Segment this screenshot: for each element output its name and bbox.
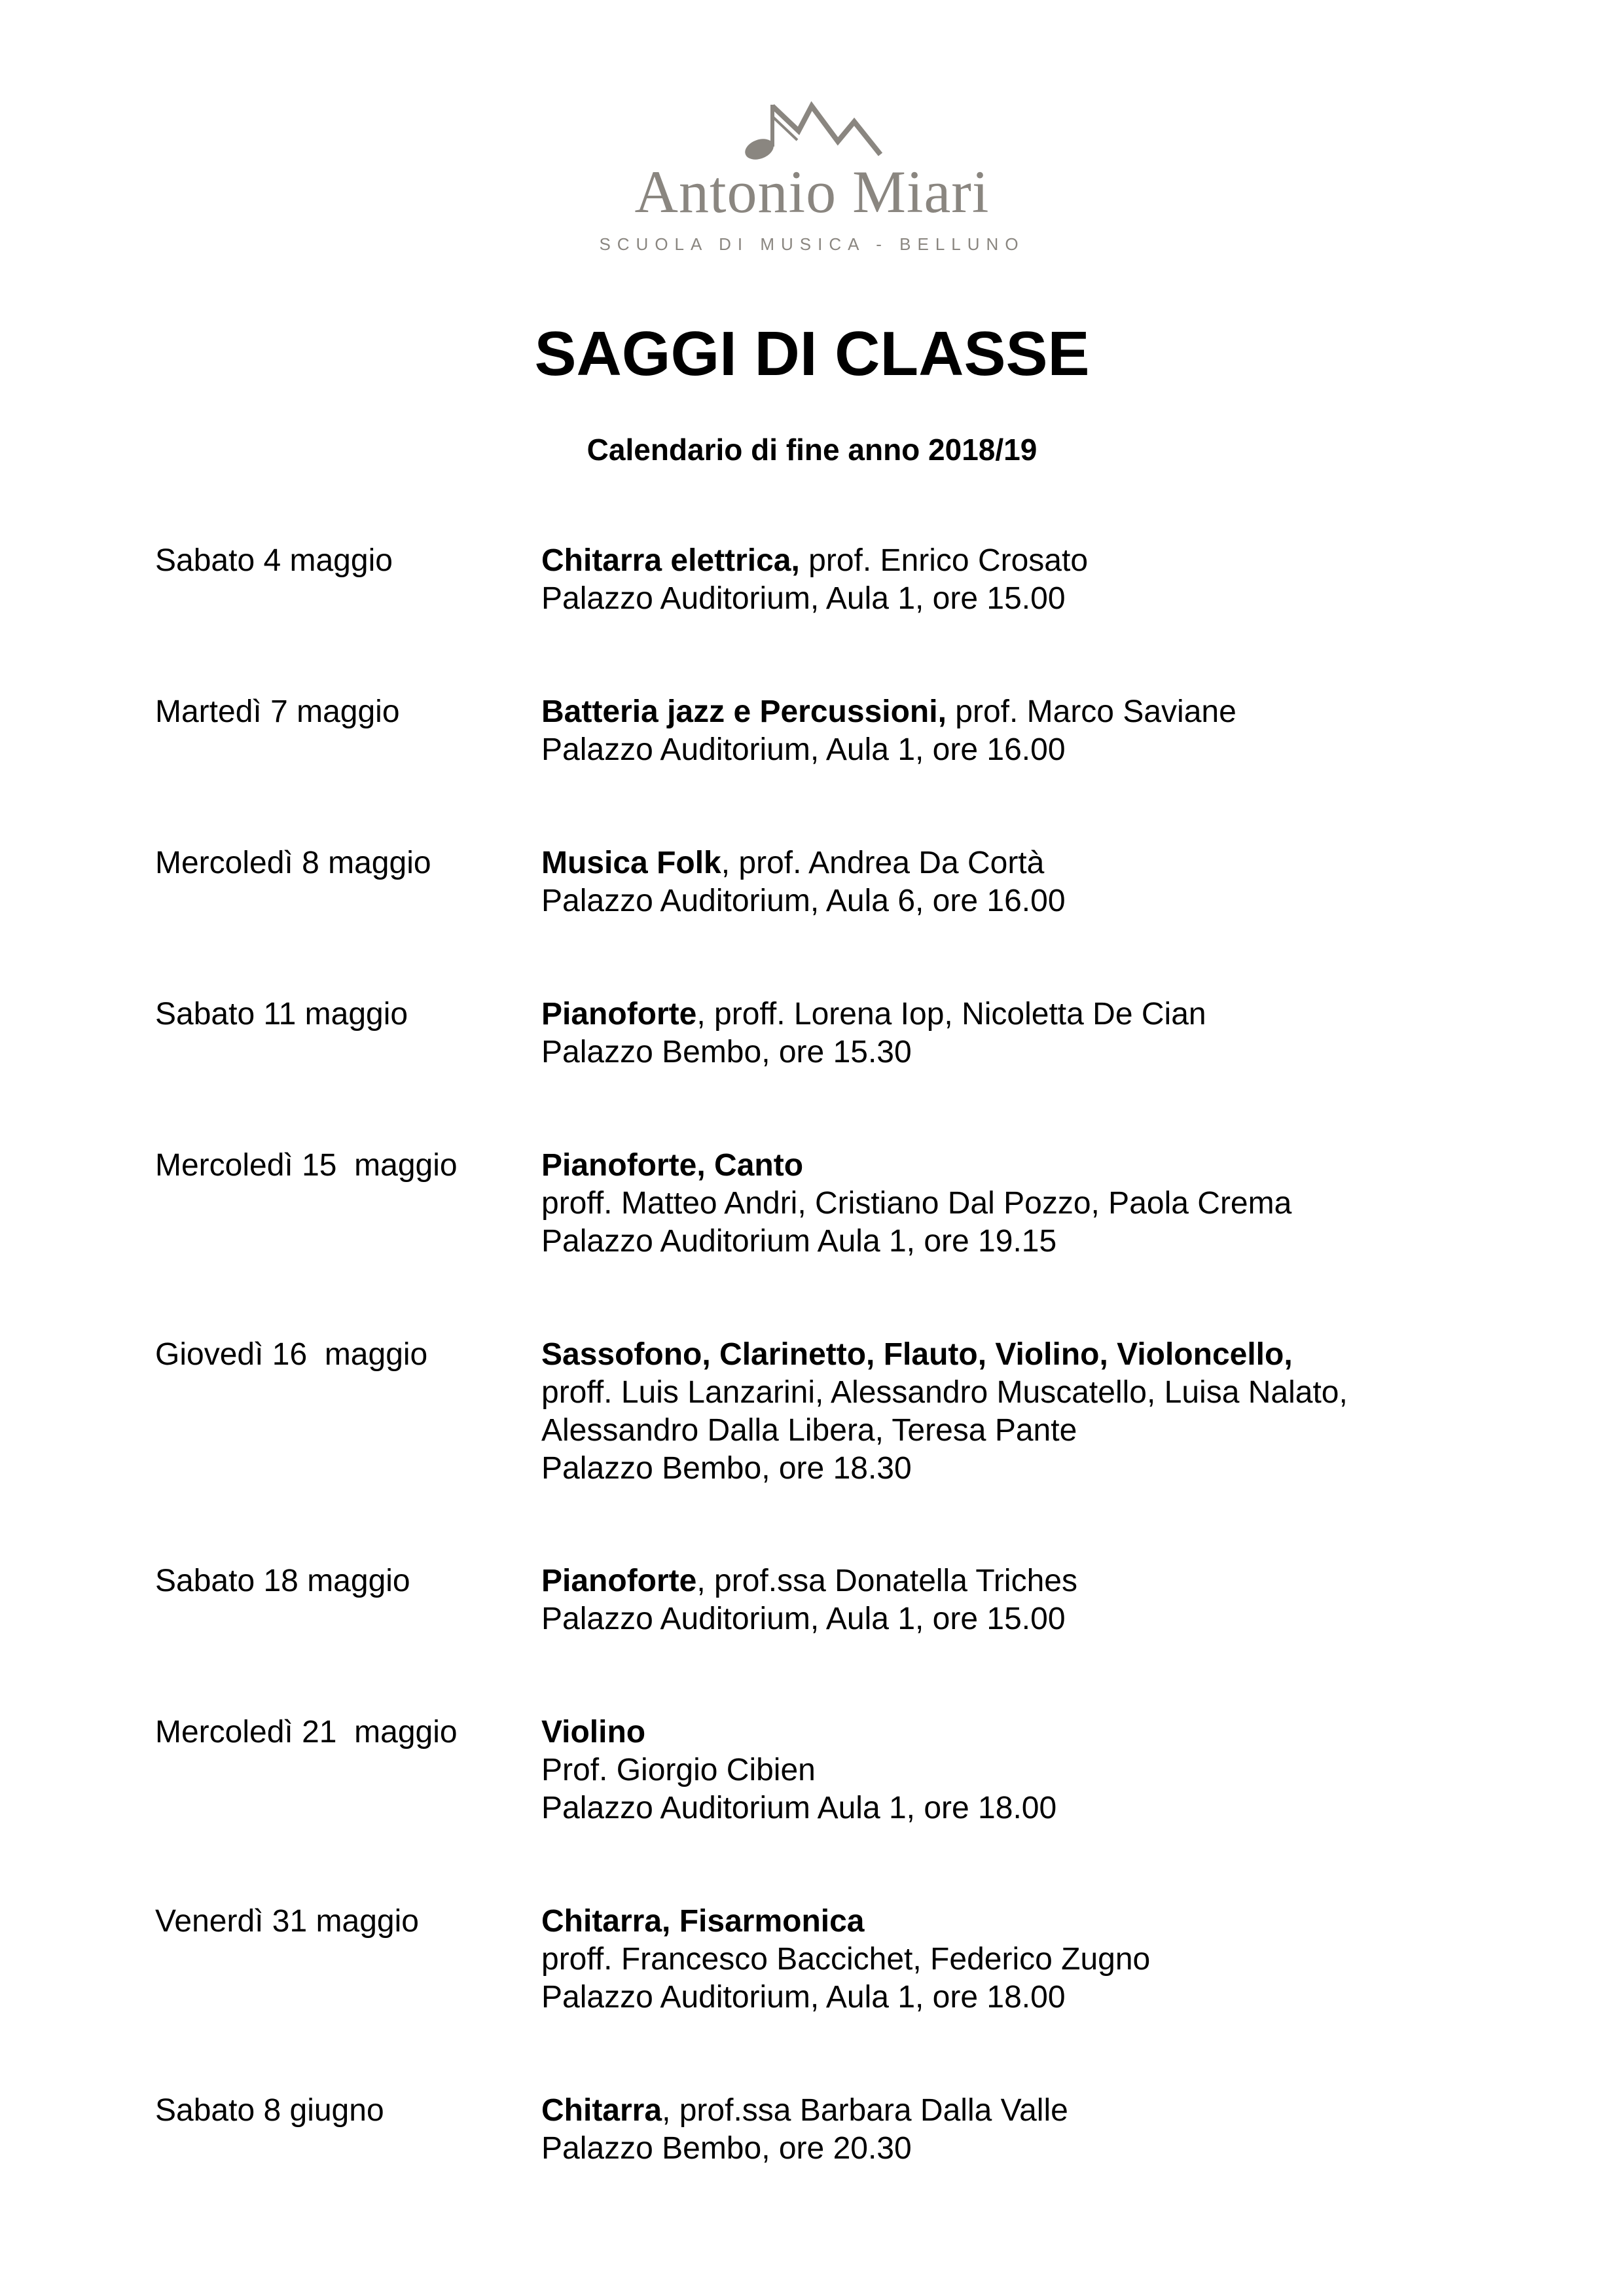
page-title: SAGGI DI CLASSE (534, 319, 1090, 389)
event-date: Sabato 8 giugno (155, 2093, 384, 2128)
event-date: Sabato 11 maggio (155, 997, 408, 1031)
event-subject: Chitarra elettrica, (541, 543, 800, 578)
event-line: Palazzo Auditorium, Aula 1, ore 15.00 (541, 1602, 1066, 1636)
logo-name: Antonio Miari (634, 158, 990, 225)
event-details (541, 996, 1510, 1071)
event-line: Palazzo Auditorium Aula 1, ore 19.15 (541, 1224, 1057, 1259)
event-teacher: prof. Enrico Crosato (799, 543, 1089, 578)
music-note-mountains-icon (733, 92, 890, 164)
event-subject: Sassofono, Clarinetto, Flauto, Violino, Violoncello, (541, 1337, 1293, 1372)
event-line: Palazzo Bembo, ore 20.30 (541, 2131, 912, 2166)
event-subject: Pianoforte, Canto (541, 1148, 804, 1183)
event-details (541, 542, 1510, 618)
school-logo (0, 85, 1624, 268)
event-details (541, 1713, 1510, 1827)
event-teacher: , prof.ssa Barbara Dalla Valle (662, 2093, 1068, 2128)
event-subject: Musica Folk (541, 846, 721, 880)
event-date: Venerdì 31 maggio (155, 1904, 419, 1939)
event-details (541, 693, 1510, 769)
event-date: Mercoledì 8 maggio (155, 846, 431, 880)
event-line: Palazzo Auditorium, Aula 1, ore 18.00 (541, 1980, 1066, 2015)
event-line: Palazzo Bembo, ore 15.30 (541, 1035, 912, 1069)
event-line: proff. Matteo Andri, Cristiano Dal Pozzo, Paola Crema (541, 1186, 1292, 1221)
event-subject: Pianoforte (541, 997, 697, 1031)
event-date: Mercoledì 21 maggio (155, 1715, 458, 1749)
event-line: proff. Luis Lanzarini, Alessandro Muscatello, Luisa Nalato, (541, 1375, 1348, 1410)
event-subject: Chitarra (541, 2093, 662, 2128)
event-subject: Pianoforte (541, 1564, 697, 1598)
event-line: Prof. Giorgio Cibien (541, 1753, 816, 1787)
logo-subtitle: SCUOLA DI MUSICA - BELLUNO (599, 234, 1025, 254)
event-teacher: , prof.ssa Donatella Triches (696, 1564, 1077, 1598)
event-line: Alessandro Dalla Libera, Teresa Pante (541, 1413, 1077, 1448)
event-date: Mercoledì 15 maggio (155, 1148, 458, 1183)
event-date: Martedì 7 maggio (155, 694, 400, 729)
event-details (541, 844, 1510, 920)
event-line: Palazzo Bembo, ore 18.30 (541, 1451, 912, 1486)
event-line: Palazzo Auditorium, Aula 1, ore 16.00 (541, 732, 1066, 767)
event-date: Giovedì 16 maggio (155, 1337, 428, 1372)
event-details (541, 2092, 1510, 2168)
event-details (541, 1562, 1510, 1638)
event-details (541, 1903, 1510, 2017)
event-date: Sabato 18 maggio (155, 1564, 410, 1598)
event-line: proff. Francesco Baccichet, Federico Zugno (541, 1942, 1151, 1977)
event-date: Sabato 4 maggio (155, 543, 393, 578)
event-details (541, 1336, 1510, 1488)
event-subject: Batteria jazz e Percussioni, (541, 694, 947, 729)
page-subtitle: Calendario di fine anno 2018/19 (586, 433, 1038, 467)
event-line: Palazzo Auditorium, Aula 1, ore 15.00 (541, 581, 1066, 616)
event-line: Palazzo Auditorium, Aula 6, ore 16.00 (541, 884, 1066, 918)
event-teacher: , prof. Andrea Da Cortà (721, 846, 1045, 880)
event-subject: Chitarra, Fisarmonica (541, 1904, 865, 1939)
event-teacher: , proff. Lorena Iop, Nicoletta De Cian (696, 997, 1206, 1031)
event-teacher: prof. Marco Saviane (946, 694, 1236, 729)
event-details (541, 1147, 1510, 1261)
event-subject: Violino (541, 1715, 646, 1749)
event-line: Palazzo Auditorium Aula 1, ore 18.00 (541, 1791, 1057, 1825)
